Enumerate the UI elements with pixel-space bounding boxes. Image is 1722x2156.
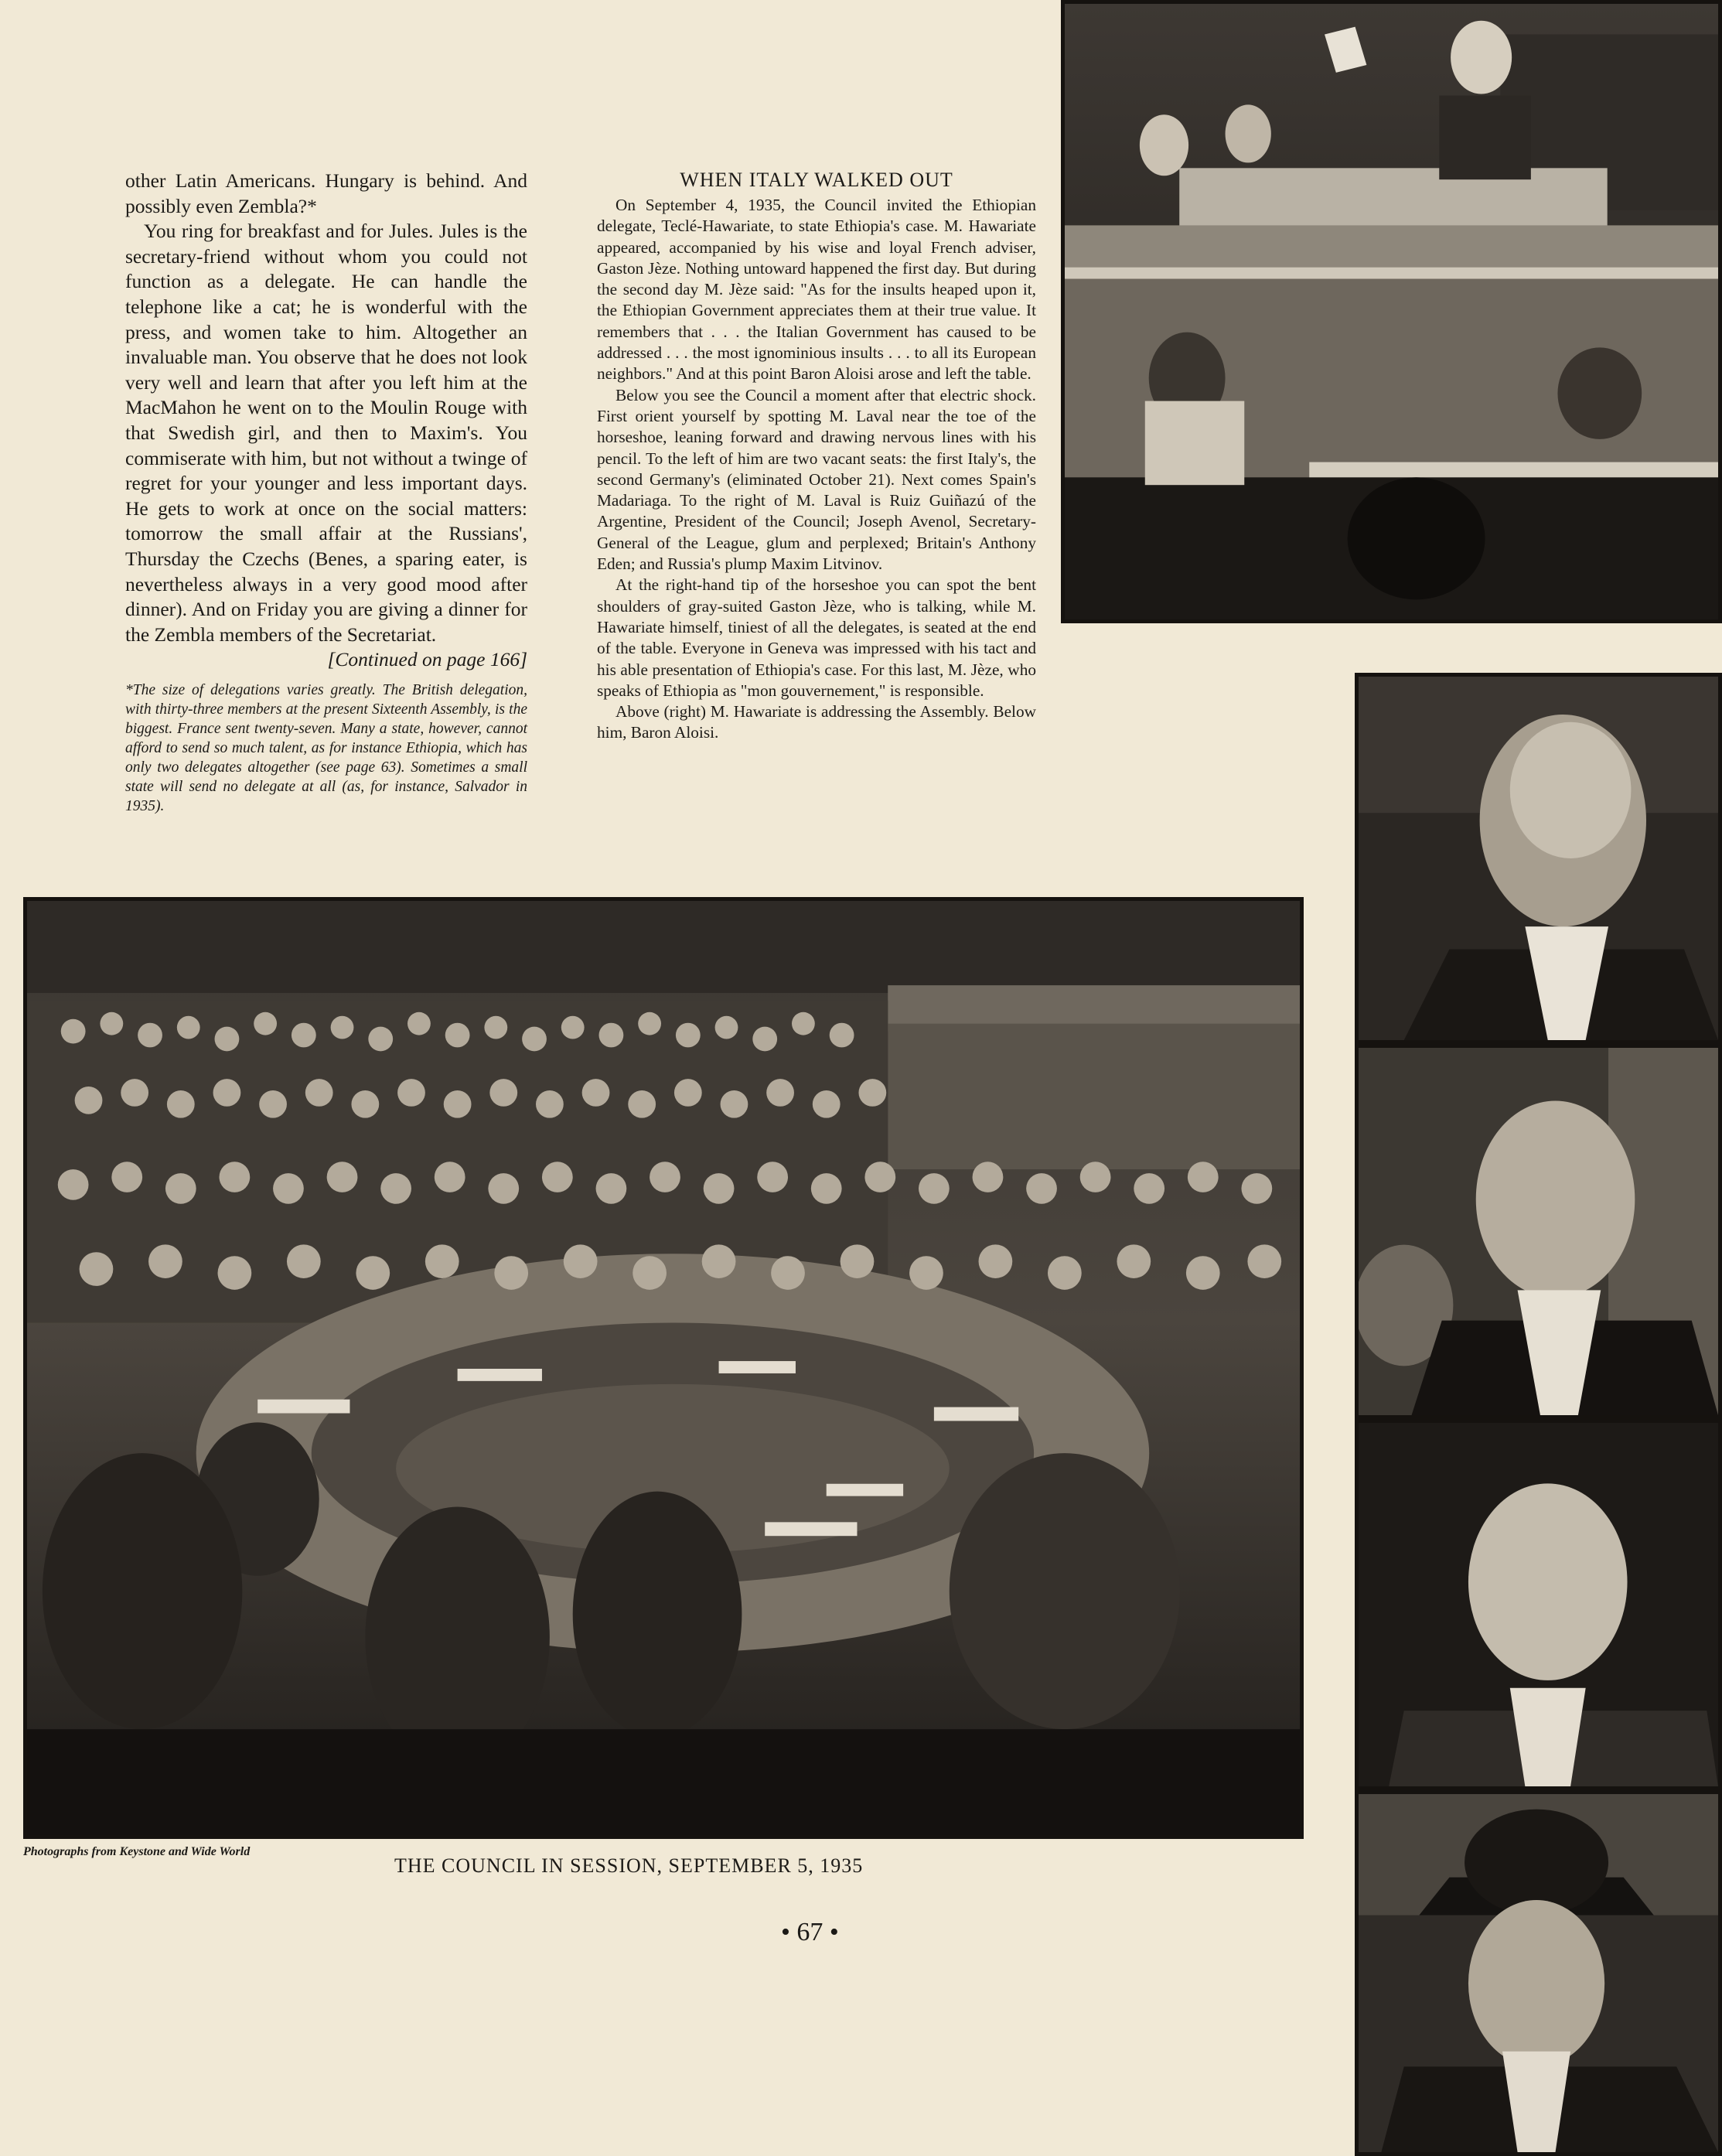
middle-paragraph-4: Above (right) M. Hawariate is addressing the Assembly. Below him, Baron Aloisi. xyxy=(597,702,1036,742)
continued-note: [Continued on page 166] xyxy=(327,648,527,671)
assembly-rostrum-photo xyxy=(1061,0,1722,623)
middle-text-column xyxy=(597,169,1036,744)
portrait-photo-3 xyxy=(1355,1419,1722,1790)
council-session-photo xyxy=(23,897,1304,1839)
middle-paragraph-3: At the right-hand tip of the horseshoe you can spot the bent shoulders of gray-suited Gaston Jèze, who is talking, while M. Hawariate himself, tiniest of all the delegates, is seated at the end of the table. Everyone in Geneva was impressed with his tact and his able presentation of Ethiopia's case. For this last, M. Jèze, who speaks of Ethiopia as "mon gouvernement," is responsible. xyxy=(597,575,1036,700)
left-paragraph-2: You ring for breakfast and for Jules. Jules is the secretary-friend without whom you could not function as a delegate. He can handle the telephone like a cat; he is wonderful with the press, and women take to him. Altogether an invaluable man. You observe that he does not look very well and learn that after you left him at the MacMahon he went on to the Moulin Rouge with that Swedish girl, and then to Maxim's. You commiserate with him, but not without a twinge of regret for your younger and less important days. He gets to work at once on the social matters: tomorrow the small affair at the Russians', Thursday the Czechs (Benes, a sparing eater, is nevertheless always in a very good mood after dinner). And on Friday you are giving a dinner for the Zembla members of the Secretariat. xyxy=(125,220,527,646)
middle-paragraph-2: Below you see the Council a moment after that electric shock. First orient yourself by spotting M. Laval near the toe of the horseshoe, leaning forward and drawing nervous lines with his pencil. To the left of him are two vacant seats: the first Italy's, the second Germany's (eliminated October 21). Next comes Spain's Madariaga. To the right of M. Laval is Ruiz Guiñazú of the Argentine, President of the Council; Joseph Avenol, Secretary-General of the League, glum and perplexed; Britain's Anthony Eden; and Russia's plump Maxim Litvinov. xyxy=(597,385,1036,574)
left-text-column xyxy=(125,169,527,816)
portrait-photo-4 xyxy=(1355,1790,1722,2156)
footnote: *The size of delegations varies greatly. The British delegation, with thirty-three members at the present Sixteenth Assembly, is the biggest. France sent twenty-seven. Many a state, however, cannot afford to send so much talent, as for instance Ethiopia, which has only two delegates altogether (see page 63). Sometimes a small state will send no delegate at all (as, for instance, Salvador in 1935). xyxy=(125,681,527,814)
section-heading: WHEN ITALY WALKED OUT xyxy=(680,169,953,191)
left-paragraph-1: other Latin Americans. Hungary is behind. And possibly even Zembla?* xyxy=(125,169,527,217)
portrait-photo-1 xyxy=(1355,673,1722,1044)
page-number: • 67 • xyxy=(781,1918,839,1946)
middle-paragraph-1: On September 4, 1935, the Council invited the Ethiopian delegate, Teclé-Hawariate, to state Ethiopia's case. M. Hawariate appeared, accompanied by his wise and loyal French adviser, Gaston Jèze. Nothing untoward happened the first day. But during the second day M. Jèze said: "As for the insults heaped upon it, the Ethiopian Government appreciates them at their true value. It remembers that . . . the Italian Government has caused to be addressed . . . the most ignominious insults . . . to all its European neighbors." And at this point Baron Aloisi arose and left the table. xyxy=(597,196,1036,384)
photo-credit: Photographs from Keystone and Wide World xyxy=(23,1845,251,1858)
photo-caption: THE COUNCIL IN SESSION, SEPTEMBER 5, 1935 xyxy=(394,1854,864,1877)
portrait-photo-2 xyxy=(1355,1044,1722,1419)
